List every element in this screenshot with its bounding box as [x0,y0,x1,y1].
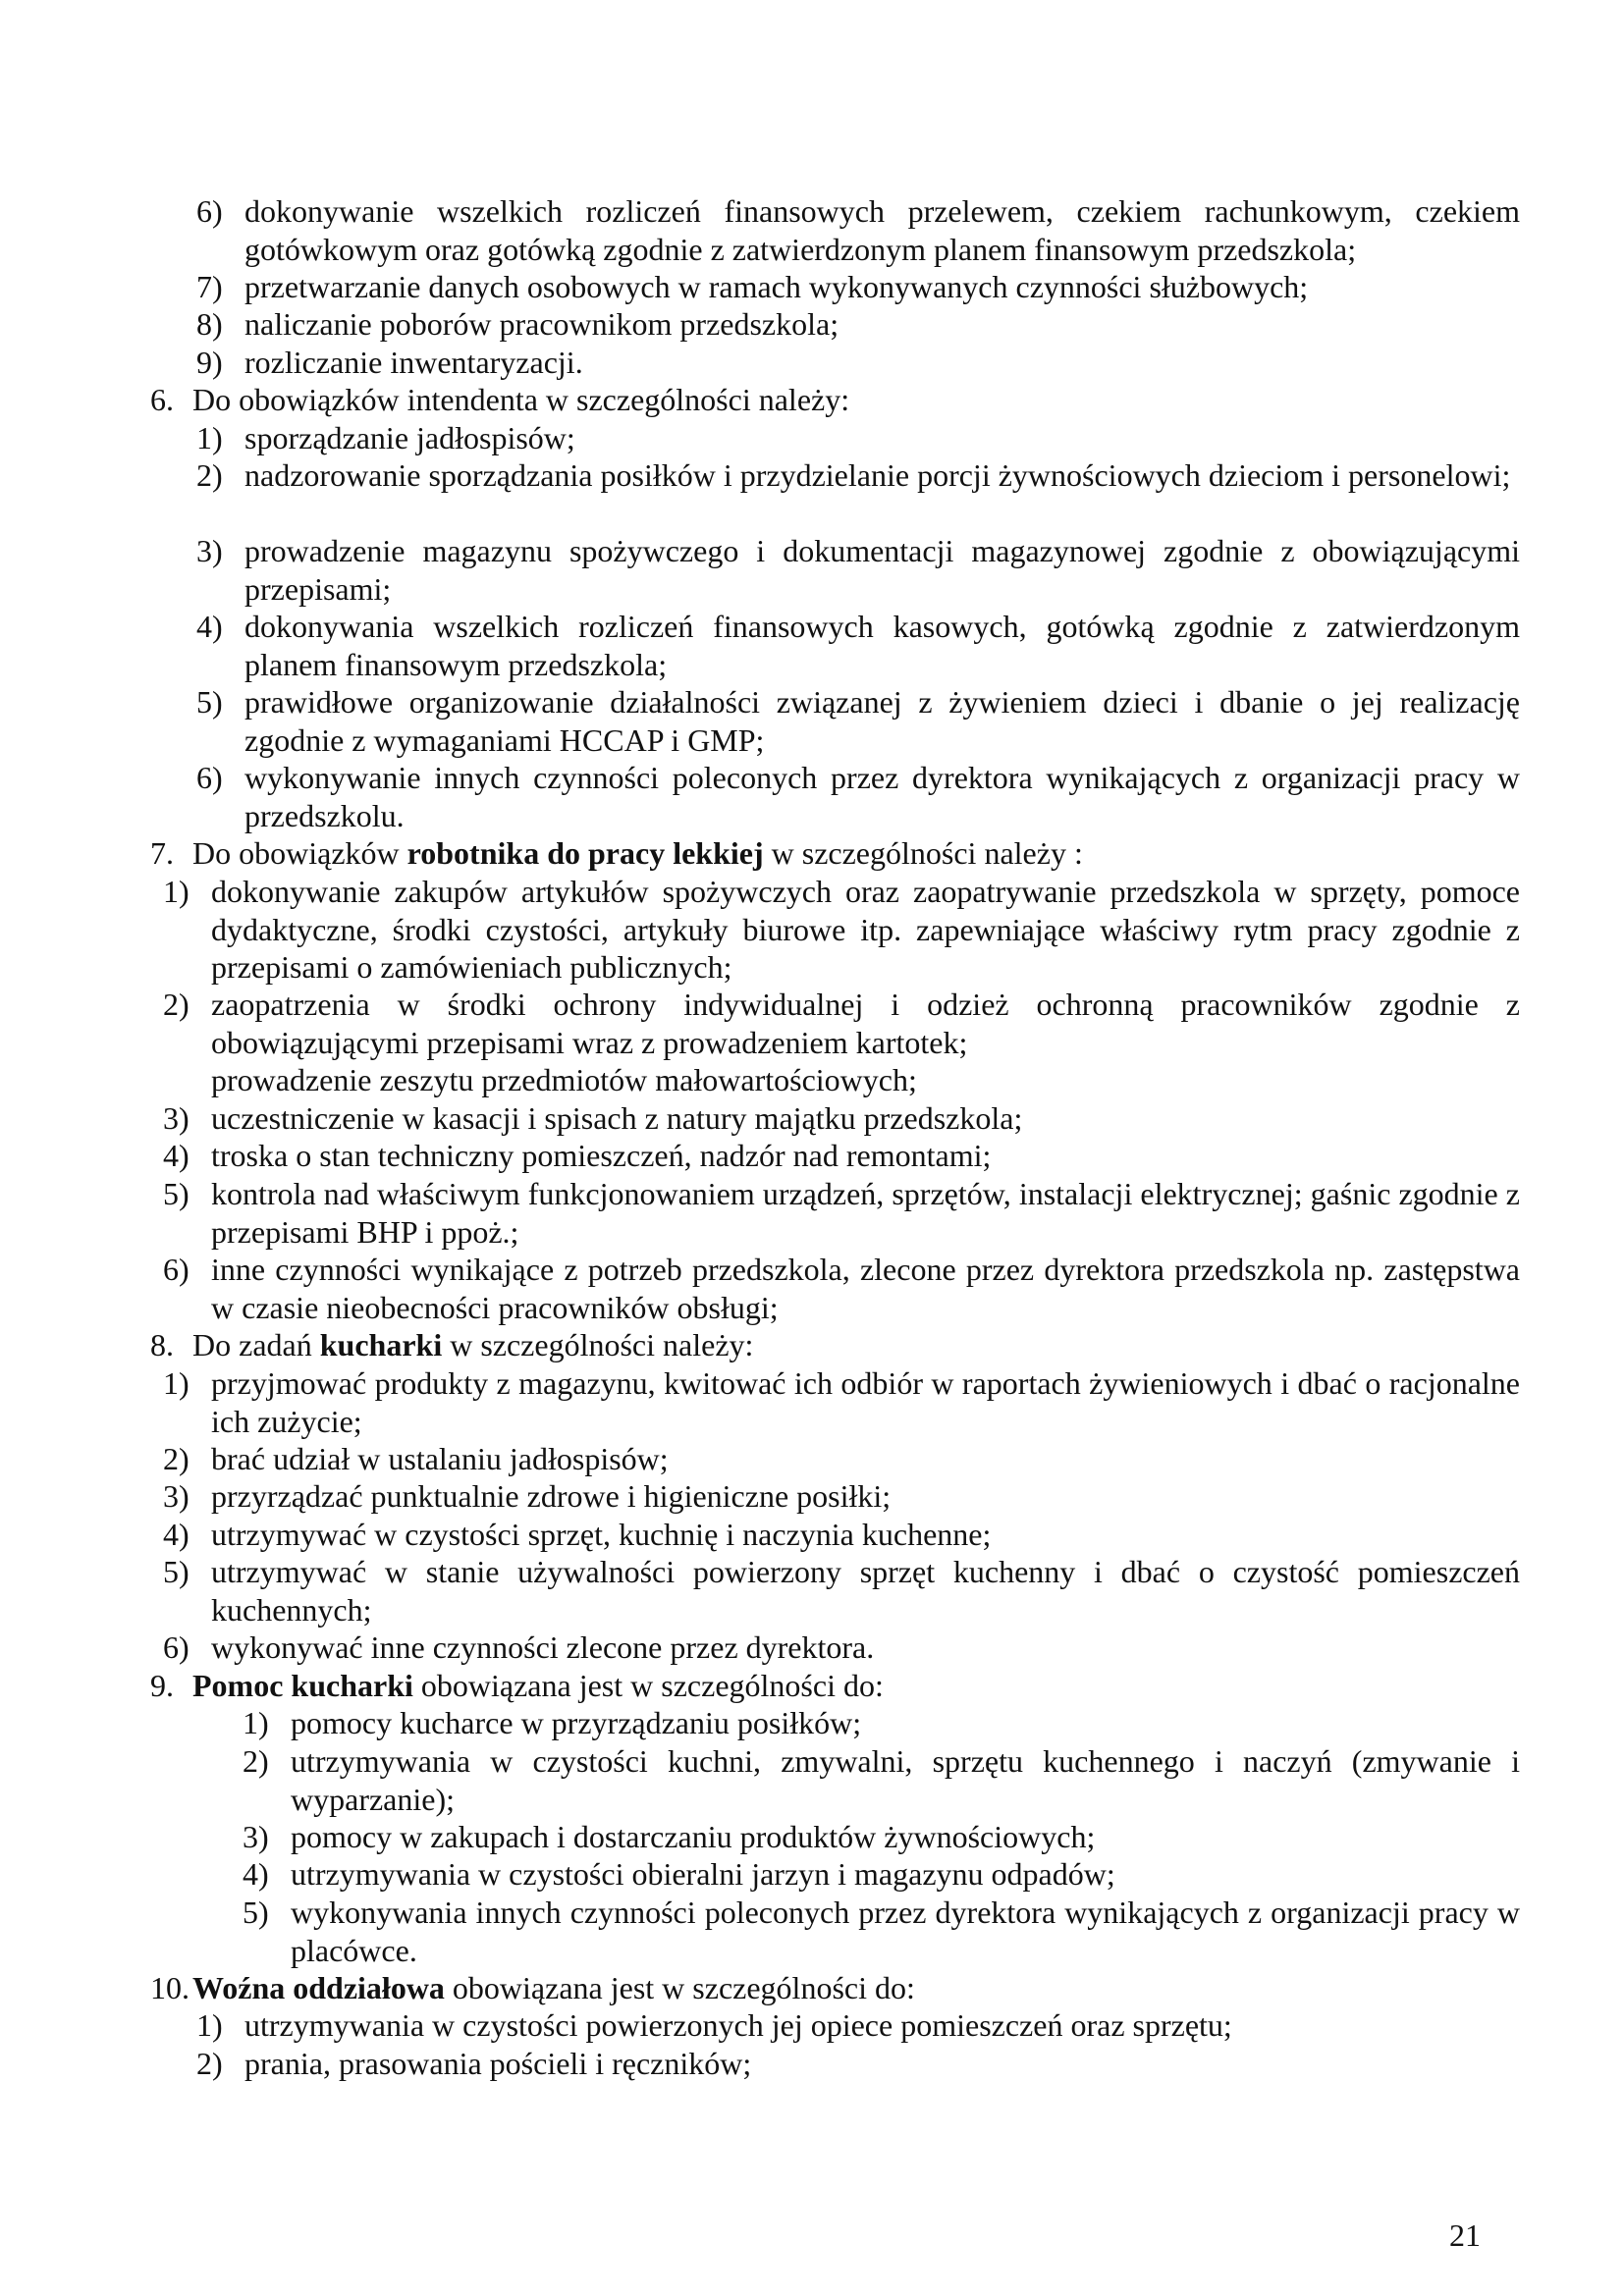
list-item [163,1553,1520,1629]
list-item [196,2045,1520,2083]
list-item-number: 7) [196,269,223,304]
list-item-text: prania, prasowania pościeli i ręczników; [244,2046,752,2081]
section-heading [150,1326,1520,1364]
section-number: 7. [150,835,174,871]
section-text-post: w szczególności należy : [763,835,1083,871]
list-item-text: utrzymywania w czystości powierzonych jej opiece pomieszczeń oraz sprzętu; [244,2007,1232,2043]
section-number: 8. [150,1327,174,1362]
section-heading [150,381,1520,419]
section-text-pre: Do obowiązków [192,835,407,871]
list-item-text: brać udział w ustalaniu jadłospisów; [211,1441,669,1476]
list-item-text: przyjmować produkty z magazynu, kwitować ich odbiór w raportach żywieniowych i dbać o racjonalne ich zużycie; [211,1365,1520,1439]
list-item-text: przyrządzać punktualnie zdrowe i higieniczne posiłki; [211,1478,892,1514]
list-item-text: uczestniczenie w kasacji i spisach z natury majątku przedszkola; [211,1100,1023,1136]
list-item-extra-text: prowadzenie zeszytu przedmiotów małowartościowych; [211,1062,917,1097]
list-item [163,1137,1520,1175]
list-item-number: 5) [163,1176,189,1211]
list-item [196,344,1520,382]
list-item-number: 3) [243,1819,269,1854]
list-item [163,873,1520,987]
list-item [243,1855,1520,1894]
list-item [196,683,1520,759]
section-role-bold: kucharki [319,1327,443,1362]
list-item [163,1175,1520,1251]
list-item [243,1742,1520,1818]
section-role-bold: robotnika do pracy lekkiej [406,835,764,871]
list-item-text: kontrola nad właściwym funkcjonowaniem urządzeń, sprzętów, instalacji elektrycznej; gaśnic zgodnie z przepisami BHP i ppoż.; [211,1176,1520,1250]
section-heading [150,1667,1520,1705]
list-item [196,456,1520,495]
list-item-text: pomocy kucharce w przyrządzaniu posiłków; [291,1705,862,1740]
list-item-number: 2) [163,1441,189,1476]
section-role-bold: Woźna oddziałowa [192,1970,445,2005]
list-item-text: prowadzenie magazynu spożywczego i dokumentacji magazynowej zgodnie z obowiązującymi przepisami; [244,533,1520,607]
list-item [196,2006,1520,2045]
list-item-number: 2) [196,2046,223,2081]
list-item-text: utrzymywać w stanie używalności powierzony sprzęt kuchenny i dbać o czystość pomieszczeń kuchennych; [211,1554,1520,1628]
list-item-text: utrzymywać w czystości sprzęt, kuchnię i naczynia kuchenne; [211,1517,992,1552]
list-item [196,419,1520,457]
list-item-number: 8) [196,306,223,342]
list-item-text: dokonywanie zakupów artykułów spożywczych oraz zaopatrywanie przedszkola w sprzęty, pomoce dydaktyczne, środki czystości, artykuły biurowe itp. zapewniające właściwy rytm pracy zgodnie z przepisami o zamówieniach publicznych; [211,874,1520,985]
page-number: 21 [1449,2217,1481,2253]
section-number: 9. [150,1668,174,1703]
list-item-text: naliczanie poborów pracownikom przedszkola; [244,306,839,342]
list-item-number: 1) [196,2007,223,2043]
list-item [196,532,1520,608]
list-item [163,986,1520,1099]
list-item [243,1894,1520,1969]
list-item-number: 5) [243,1895,269,1930]
list-item-text: wykonywania innych czynności poleconych przez dyrektora wynikających z organizacji pracy w placówce. [291,1895,1520,1968]
list-item [163,1629,1520,1667]
list-item [243,1704,1520,1742]
list-item-number: 4) [163,1517,189,1552]
list-item-text: utrzymywania w czystości kuchni, zmywalni, sprzętu kuchennego i naczyń (zmywanie i wyparzanie); [291,1743,1520,1817]
list-item [163,1364,1520,1440]
list-item-number: 2) [243,1743,269,1779]
list-item [163,1516,1520,1554]
list-item-number: 4) [243,1856,269,1892]
section-text-pre: Do zadań [192,1327,320,1362]
list-item [163,1099,1520,1138]
list-item-text: nadzorowanie sporządzania posiłków i przydzielanie porcji żywnościowych dzieciom i personelowi; [244,457,1511,493]
list-item-text: troska o stan techniczny pomieszczeń, nadzór nad remontami; [211,1138,992,1173]
section-text-post: obowiązana jest w szczególności do: [412,1668,884,1703]
list-item-number: 6) [196,193,223,229]
list-item-text: dokonywanie wszelkich rozliczeń finansowych przelewem, czekiem rachunkowym, czekiem gotówkowym oraz gotówką zgodnie z zatwierdzonym planem finansowym przedszkola; [244,193,1520,267]
list-item-text: sporządzanie jadłospisów; [244,420,575,455]
list-item-number: 6) [163,1252,189,1287]
list-item-number: 3) [196,533,223,568]
list-item [243,1818,1520,1856]
list-item-number: 3) [163,1100,189,1136]
list-item [196,192,1520,268]
section-heading [150,834,1520,873]
list-item-number: 4) [196,609,223,644]
list-item [196,759,1520,834]
list-item-number: 1) [243,1705,269,1740]
section-number: 10. [150,1970,189,2005]
list-item-text: dokonywania wszelkich rozliczeń finansowych kasowych, gotówką zgodnie z zatwierdzonym planem finansowym przedszkola; [244,609,1520,682]
list-item [196,268,1520,306]
list-item-number: 5) [196,684,223,720]
list-item [196,305,1520,344]
list-item [163,1440,1520,1478]
section-text-post: w szczególności należy: [442,1327,754,1362]
list-item-text: wykonywać inne czynności zlecone przez dyrektora. [211,1629,875,1665]
list-item-text: inne czynności wynikające z potrzeb przedszkola, zlecone przez dyrektora przedszkola np. zastępstwa w czasie nieobecności pracowników obsługi; [211,1252,1520,1325]
list-item-number: 1) [163,874,189,909]
section-number: 6. [150,382,174,417]
list-item-number: 2) [196,457,223,493]
list-item-text: wykonywanie innych czynności poleconych przez dyrektora wynikających z organizacji pracy w przedszkolu. [244,760,1520,833]
list-item-number: 9) [196,345,223,380]
list-item-text: utrzymywania w czystości obieralni jarzyn i magazynu odpadów; [291,1856,1115,1892]
list-item-text: przetwarzanie danych osobowych w ramach wykonywanych czynności służbowych; [244,269,1309,304]
list-item-number: 1) [163,1365,189,1401]
list-item-text: pomocy w zakupach i dostarczaniu produktów żywnościowych; [291,1819,1096,1854]
list-item [163,1251,1520,1326]
list-item-number: 5) [163,1554,189,1589]
list-item-text: rozliczanie inwentaryzacji. [244,345,583,380]
list-item-number: 2) [163,987,189,1022]
list-item [163,1477,1520,1516]
list-item-number: 6) [196,760,223,795]
section-role-bold: Pomoc kucharki [192,1668,413,1703]
list-item-number: 3) [163,1478,189,1514]
section-text: Do obowiązków intendenta w szczególności należy: [192,382,850,417]
list-item-number: 1) [196,420,223,455]
list-item-text: prawidłowe organizowanie działalności związanej z żywieniem dzieci i dbanie o jej realizację zgodnie z wymaganiami HCCAP i GMP; [244,684,1520,758]
list-item-number: 4) [163,1138,189,1173]
list-item-text: zaopatrzenia w środki ochrony indywidualnej i odzież ochronną pracowników zgodnie z obowiązującymi przepisami wraz z prowadzeniem kartotek; [211,987,1520,1060]
list-item-number: 6) [163,1629,189,1665]
section-heading [150,1969,1520,2007]
list-item [196,608,1520,683]
section-text-post: obowiązana jest w szczególności do: [444,1970,915,2005]
